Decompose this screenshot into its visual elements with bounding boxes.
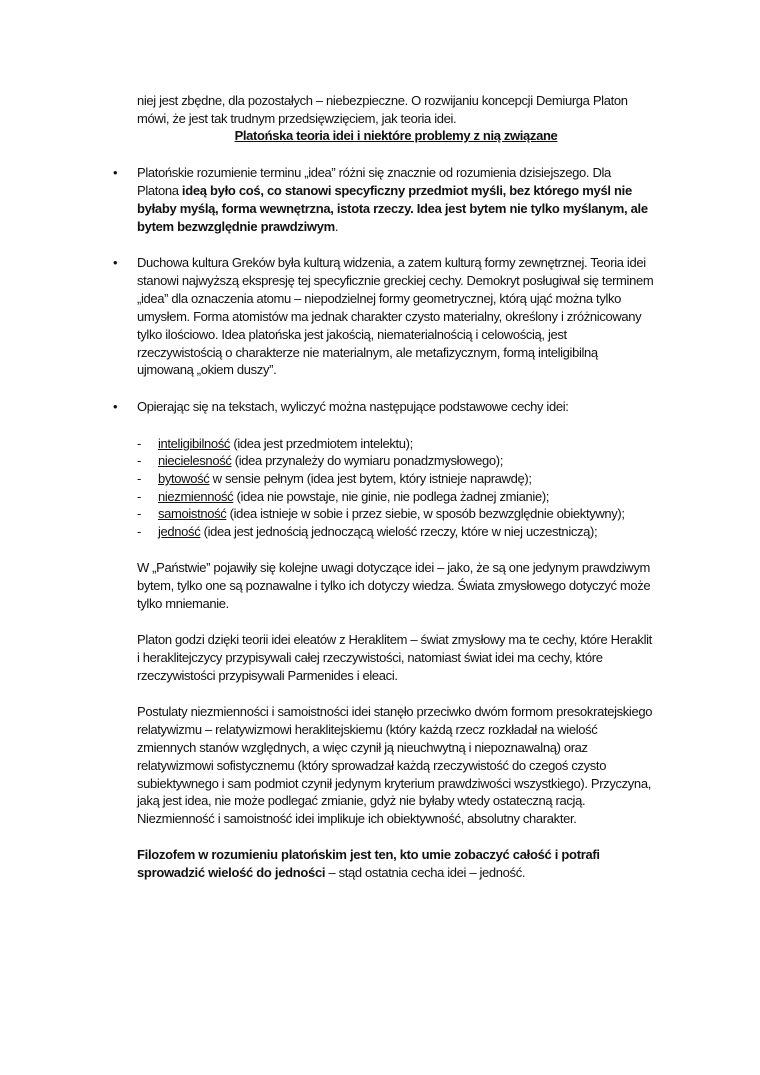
trait-2-term: niecielesność (158, 453, 232, 468)
heraklit-line-3: rzeczywistości przypisywali Parmenides i eleaci. (137, 668, 398, 683)
trait-3-term: bytowość (158, 471, 210, 486)
bullet-3-symbol: • (113, 399, 118, 414)
bullet-2-line-4: umysłem. Forma atomistów ma jednak charakter czysto materialny, określony i zróżnicowany (137, 309, 642, 324)
trait-6-desc: (idea jest jednością jednoczącą wielość rzeczy, które w niej uczestniczą); (200, 524, 598, 539)
panstwo-line-2: bytem, tylko one są poznawalne i tylko ich dotyczy wiedza. Świata zmysłowego dotyczyć może (137, 578, 651, 593)
postulaty-line-7: Niezmienność i samoistność idei implikuje ich obiektywność, absolutny charakter. (137, 811, 577, 826)
trait-4 (158, 488, 549, 506)
trait-2-desc: (idea przynależy do wymiaru ponadzmysłowego); (231, 453, 503, 468)
trait-1-term: inteligibilność (158, 436, 231, 451)
filozof-line-1: Filozofem w rozumieniu platońskim jest ten, kto umie zobaczyć całość i potrafi (137, 847, 600, 862)
filozof-line-2-plain: – stąd ostatnia cecha idei – jedność. (325, 865, 526, 880)
bullet-2-line-6: rzeczywistością o charakterze nie materialnym, ale metafizycznym, formą inteligibilną (137, 345, 598, 360)
trait-4-term: niezmienność (158, 489, 234, 504)
bullet-2-line-1: Duchowa kultura Greków była kulturą widzenia, a zatem kulturą formy zewnętrznej. Teoria idei (137, 255, 646, 270)
trait-5-dash: - (137, 506, 142, 521)
trait-1-dash: - (137, 436, 142, 451)
bullet-3-line-1: Opierając się na tekstach, wyliczyć można następujące podstawowe cechy idei: (137, 399, 569, 414)
trait-6-term: jedność (158, 524, 201, 539)
trait-3-dash: - (137, 471, 142, 486)
trait-1 (158, 435, 413, 453)
bullet-1-line-3: byłaby myślą, forma wewnętrzna, istota rzeczy. Idea jest bytem nie tylko myślanym, ale (137, 201, 648, 216)
bullet-2-line-7: ujmowaną „okiem duszy”. (137, 362, 277, 377)
trait-4-dash: - (137, 489, 142, 504)
trait-5-desc: (idea istnieje w sobie i przez siebie, w sposób bezwzględnie obiektywny); (226, 506, 625, 521)
postulaty-line-2: relatywizmu – relatywizmowi heraklitejskiemu (który każdą rzecz rozkładał na wielość (137, 722, 598, 737)
bullet-1-line-1: Platońskie rozumienie terminu „idea” różni się znacznie od rozumienia dzisiejszego. Dla (137, 165, 611, 180)
postulaty-line-3: zmiennych stanów względnych, a więc czynił ją nieuchwytną i niepoznawalną) oraz (137, 740, 588, 755)
intro-line-1: niej jest zbędne, dla pozostałych – niebezpieczne. O rozwijaniu koncepcji Demiurga Platon (137, 93, 628, 108)
bullet-1-line-2-plain: Platona (137, 183, 182, 198)
trait-6-dash: - (137, 524, 142, 539)
bullet-1-line-4-bold: bytem bezwzględnie prawdziwym (137, 219, 335, 234)
panstwo-line-3: tylko mniemanie. (137, 596, 229, 611)
trait-5-term: samoistność (158, 506, 227, 521)
bullet-2-line-3: „idea” dla oznaczenia atomu – niepodzielnej formy geometrycznej, którą ująć można tylko (137, 291, 622, 306)
trait-5 (158, 505, 625, 523)
trait-1-desc: (idea jest przedmiotem intelektu); (230, 436, 413, 451)
postulaty-line-4: relatywizmowi sofistycznemu (który sprowadzał każdą rzeczywistość do czegoś czysto (137, 758, 607, 773)
trait-3-desc: w sensie pełnym (idea jest bytem, który istnieje naprawdę); (209, 471, 532, 486)
bullet-1-line-2 (137, 182, 632, 200)
filozof-line-2 (137, 864, 525, 882)
panstwo-line-1: W „Państwie” pojawiły się kolejne uwagi dotyczące idei – jako, że są one jedynym prawdziwym (137, 560, 650, 575)
bullet-1-line-2-bold: ideą było coś, co stanowi specyficzny przedmiot myśli, bez którego myśl nie (181, 183, 632, 198)
trait-3 (158, 470, 532, 488)
bullet-2-line-2: stanowi najwyższą ekspresję tej specyficznie greckiej cechy. Demokryt posługiwał się terminem (137, 273, 654, 288)
postulaty-line-6: jaką jest idea, nie może podlegać zmianie, gdyż nie byłaby wtedy ostateczną racją. (137, 793, 586, 808)
bullet-1-symbol: • (113, 165, 118, 180)
trait-6 (158, 523, 597, 541)
filozof-line-2-bold: sprowadzić wielość do jedności (137, 865, 326, 880)
trait-2 (158, 452, 503, 470)
heraklit-line-2: i heraklitejczycy przypisywali całej rzeczywistości, natomiast świat idei ma cechy, które (137, 650, 603, 665)
trait-2-dash: - (137, 453, 142, 468)
postulaty-line-1: Postulaty niezmienności i samoistności idei stanęło przeciwko dwóm formom presokratejskiego (137, 704, 653, 719)
heraklit-line-1: Platon godzi dzięki teorii idei eleatów z Heraklitem – świat zmysłowy ma te cechy, które Heraklit (137, 632, 652, 647)
intro-line-2: mówi, że jest tak trudnym przedsięwzięciem, jak teoria idei. (137, 111, 457, 126)
bullet-1-line-4 (137, 218, 338, 236)
trait-4-desc: (idea nie powstaje, nie ginie, nie podlega żadnej zmianie); (233, 489, 550, 504)
bullet-2-line-5: tylko ilościowo. Idea platońska jest jakością, niematerialnością i celowością, jest (137, 327, 567, 342)
section-heading: Platońska teoria idei i niektóre problemy z nią związane (234, 128, 558, 143)
bullet-1-line-4-period: . (334, 219, 339, 234)
postulaty-line-5: subiektywnego i sam podmiot czynił jedynym kryterium prawdziwości wszystkiego). Przyczyna, (137, 776, 651, 791)
bullet-2-symbol: • (113, 255, 118, 270)
